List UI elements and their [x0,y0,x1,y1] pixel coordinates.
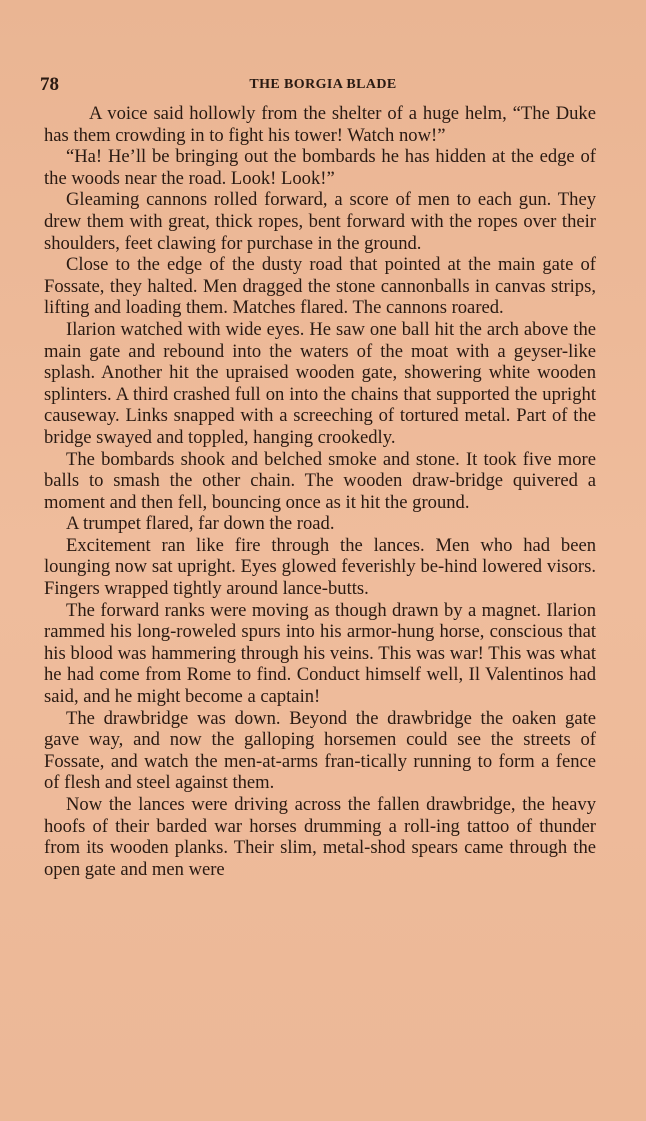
paragraph: The forward ranks were moving as though drawn by a magnet. Ilarion rammed his long-roweled spurs into his armor-hung horse, conscious that his blood was hammering through his veins. This was war! This was what he had come from Rome to find. Conduct himself well, Il Valentinos had said, and he might become a captain! [44,599,596,708]
paragraph: “Ha! He’ll be bringing out the bombards he has hidden at the edge of the woods near the road. Look! Look!” [44,146,596,189]
paragraph: Close to the edge of the dusty road that pointed at the main gate of Fossate, they halted. Men dragged the stone cannonballs in canvas strips, lifting and loading them. Matches flared. The cannons roared. [44,254,596,319]
body-text [44,103,596,880]
paragraph: The bombards shook and belched smoke and stone. It took five more balls to smash the other chain. The wooden draw-bridge quivered a moment and then fell, bouncing once as it hit the ground. [44,448,596,513]
paragraph: Gleaming cannons rolled forward, a score of men to each gun. They drew them with great, thick ropes, bent forward with the ropes over their shoulders, feet clawing for purchase in the ground. [44,189,596,254]
paragraph: A trumpet flared, far down the road. [66,513,335,535]
paragraph: Ilarion watched with wide eyes. He saw one ball hit the arch above the main gate and rebound into the waters of the moat with a geyser-like splash. Another hit the upraised wooden gate, showering white wooden splinters. A third crashed full on into the chains that supported the upright causeway. Links snapped with a screeching of tortured metal. Part of the bridge swayed and toppled, hanging crookedly. [44,318,596,448]
page-number: 78 [40,74,59,95]
paragraph: The drawbridge was down. Beyond the drawbridge the oaken gate gave way, and now the galloping horsemen could see the streets of Fossate, and watch the men-at-arms fran-tically running to form a fence of flesh and steel against them. [44,707,596,794]
paragraph: Now the lances were driving across the fallen drawbridge, the heavy hoofs of their barded war horses drumming a roll-ing tattoo of thunder from its wooden planks. Their slim, metal-shod spears came through the open gate and men were [44,794,596,880]
paragraph: Excitement ran like fire through the lances. Men who had been lounging now sat upright. Eyes glowed feverishly be-hind lowered visors. Fingers wrapped tightly around lance-butts. [44,534,596,600]
paragraph: A voice said hollowly from the shelter of a huge helm, “The Duke has them crowding in to fight his tower! Watch now!” [44,103,596,146]
running-head: THE BORGIA BLADE [249,77,397,92]
